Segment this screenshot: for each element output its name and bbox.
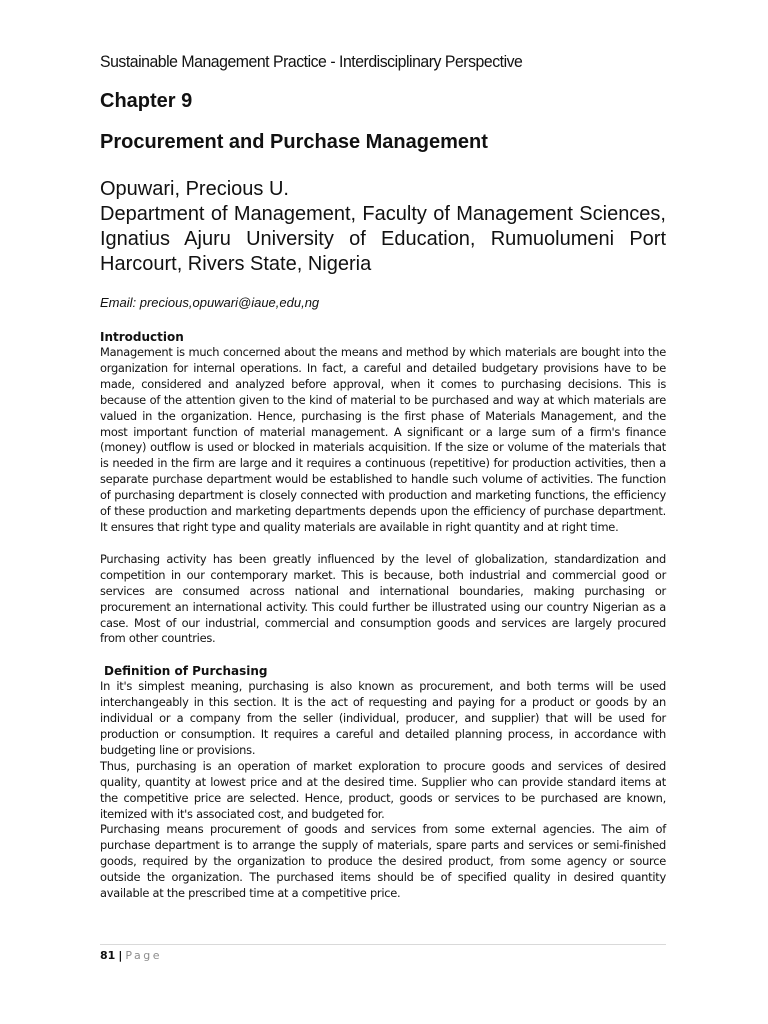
chapter-number: Chapter 9 [100, 90, 193, 112]
intro-paragraph-2: Purchasing activity has been greatly influenced by the level of globalization, standardization and competition in our contemporary market. This is because, both industrial and commercial good or services are consumed across national and international boundaries, making purchasing or procurement an international activity. This could further be illustrated using our country Nigerian as a case. Most of our industrial, commercial and consumption goods and services are largely procured from other countries. [100, 551, 666, 646]
page-number: 81 [100, 949, 116, 962]
intro-paragraph-1: Management is much concerned about the means and method by which materials are bought into the organization for internal operations. In fact, a careful and detailed budgetary provisions have to be made, considered and analyzed before approval, when it comes to purchasing decisions. This is because of the attention given to the kind of material to be purchased and way at which materials are valued in the organization. Hence, purchasing is the first phase of Materials Management, and the most important function of material management. A significant or a large sum of a firm's finance (money) outflow is used or blocked in materials acquisition. If the size or volume of the materials that is needed in the firm are large and it requires a continuous (repetitive) for production activities, then a separate purchase department would be established to handle such volume of activities. The function of purchasing department is closely connected with production and marketing functions, the efficiency of these production and marketing departments depends upon the efficiency of purchase department. It ensures that right type and quality materials are available in right quantity and at right time. [100, 345, 666, 534]
author-email: Email: precious,opuwari@iaue,edu,ng [100, 295, 320, 310]
chapter-title: Procurement and Purchase Management [100, 131, 488, 153]
definition-paragraph-2: Thus, purchasing is an operation of market exploration to procure goods and services of desired quality, quantity at lowest price and at the desired time. Supplier who can provide standard items at the competitive price are selected. Hence, product, goods or services to be purchased are known, itemized with it's associated cost, and budgeted for. [100, 758, 666, 821]
definition-paragraph-1: In it's simplest meaning, purchasing is also known as procurement, and both terms will be used interchangeably in this section. It is the act of requesting and paying for a product or goods by an individual or a company from the seller (individual, producer, and supplier) that will be used for production or consumption. It requires a careful and detailed planning process, in accordance with budgeting line or provisions. [100, 679, 666, 757]
page-footer [100, 944, 666, 962]
definition-paragraph-3: Purchasing means procurement of goods and services from some external agencies. The aim of purchase department is to arrange the supply of materials, spare parts and services or semi-finished goods, required by the organization to produce the desired product, from some agency or source outside the organization. The purchased items should be of specified quality in desired quantity available at the prescribed time at a competitive price. [100, 822, 666, 901]
section-heading-introduction: Introduction [100, 330, 184, 344]
footer-separator: | [118, 949, 123, 962]
running-header: Sustainable Management Practice - Interdisciplinary Perspective [100, 52, 523, 71]
author-name: Opuwari, Precious U. [100, 178, 289, 200]
section-heading-definition: Definition of Purchasing [104, 664, 268, 679]
page-label: Page [125, 949, 162, 962]
author-affiliation: Department of Management, Faculty of Management Sciences, Ignatius Ajuru University of Education, Rumuolumeni Port Harcourt, Rivers State, Nigeria [100, 203, 666, 275]
document-page [100, 52, 666, 902]
